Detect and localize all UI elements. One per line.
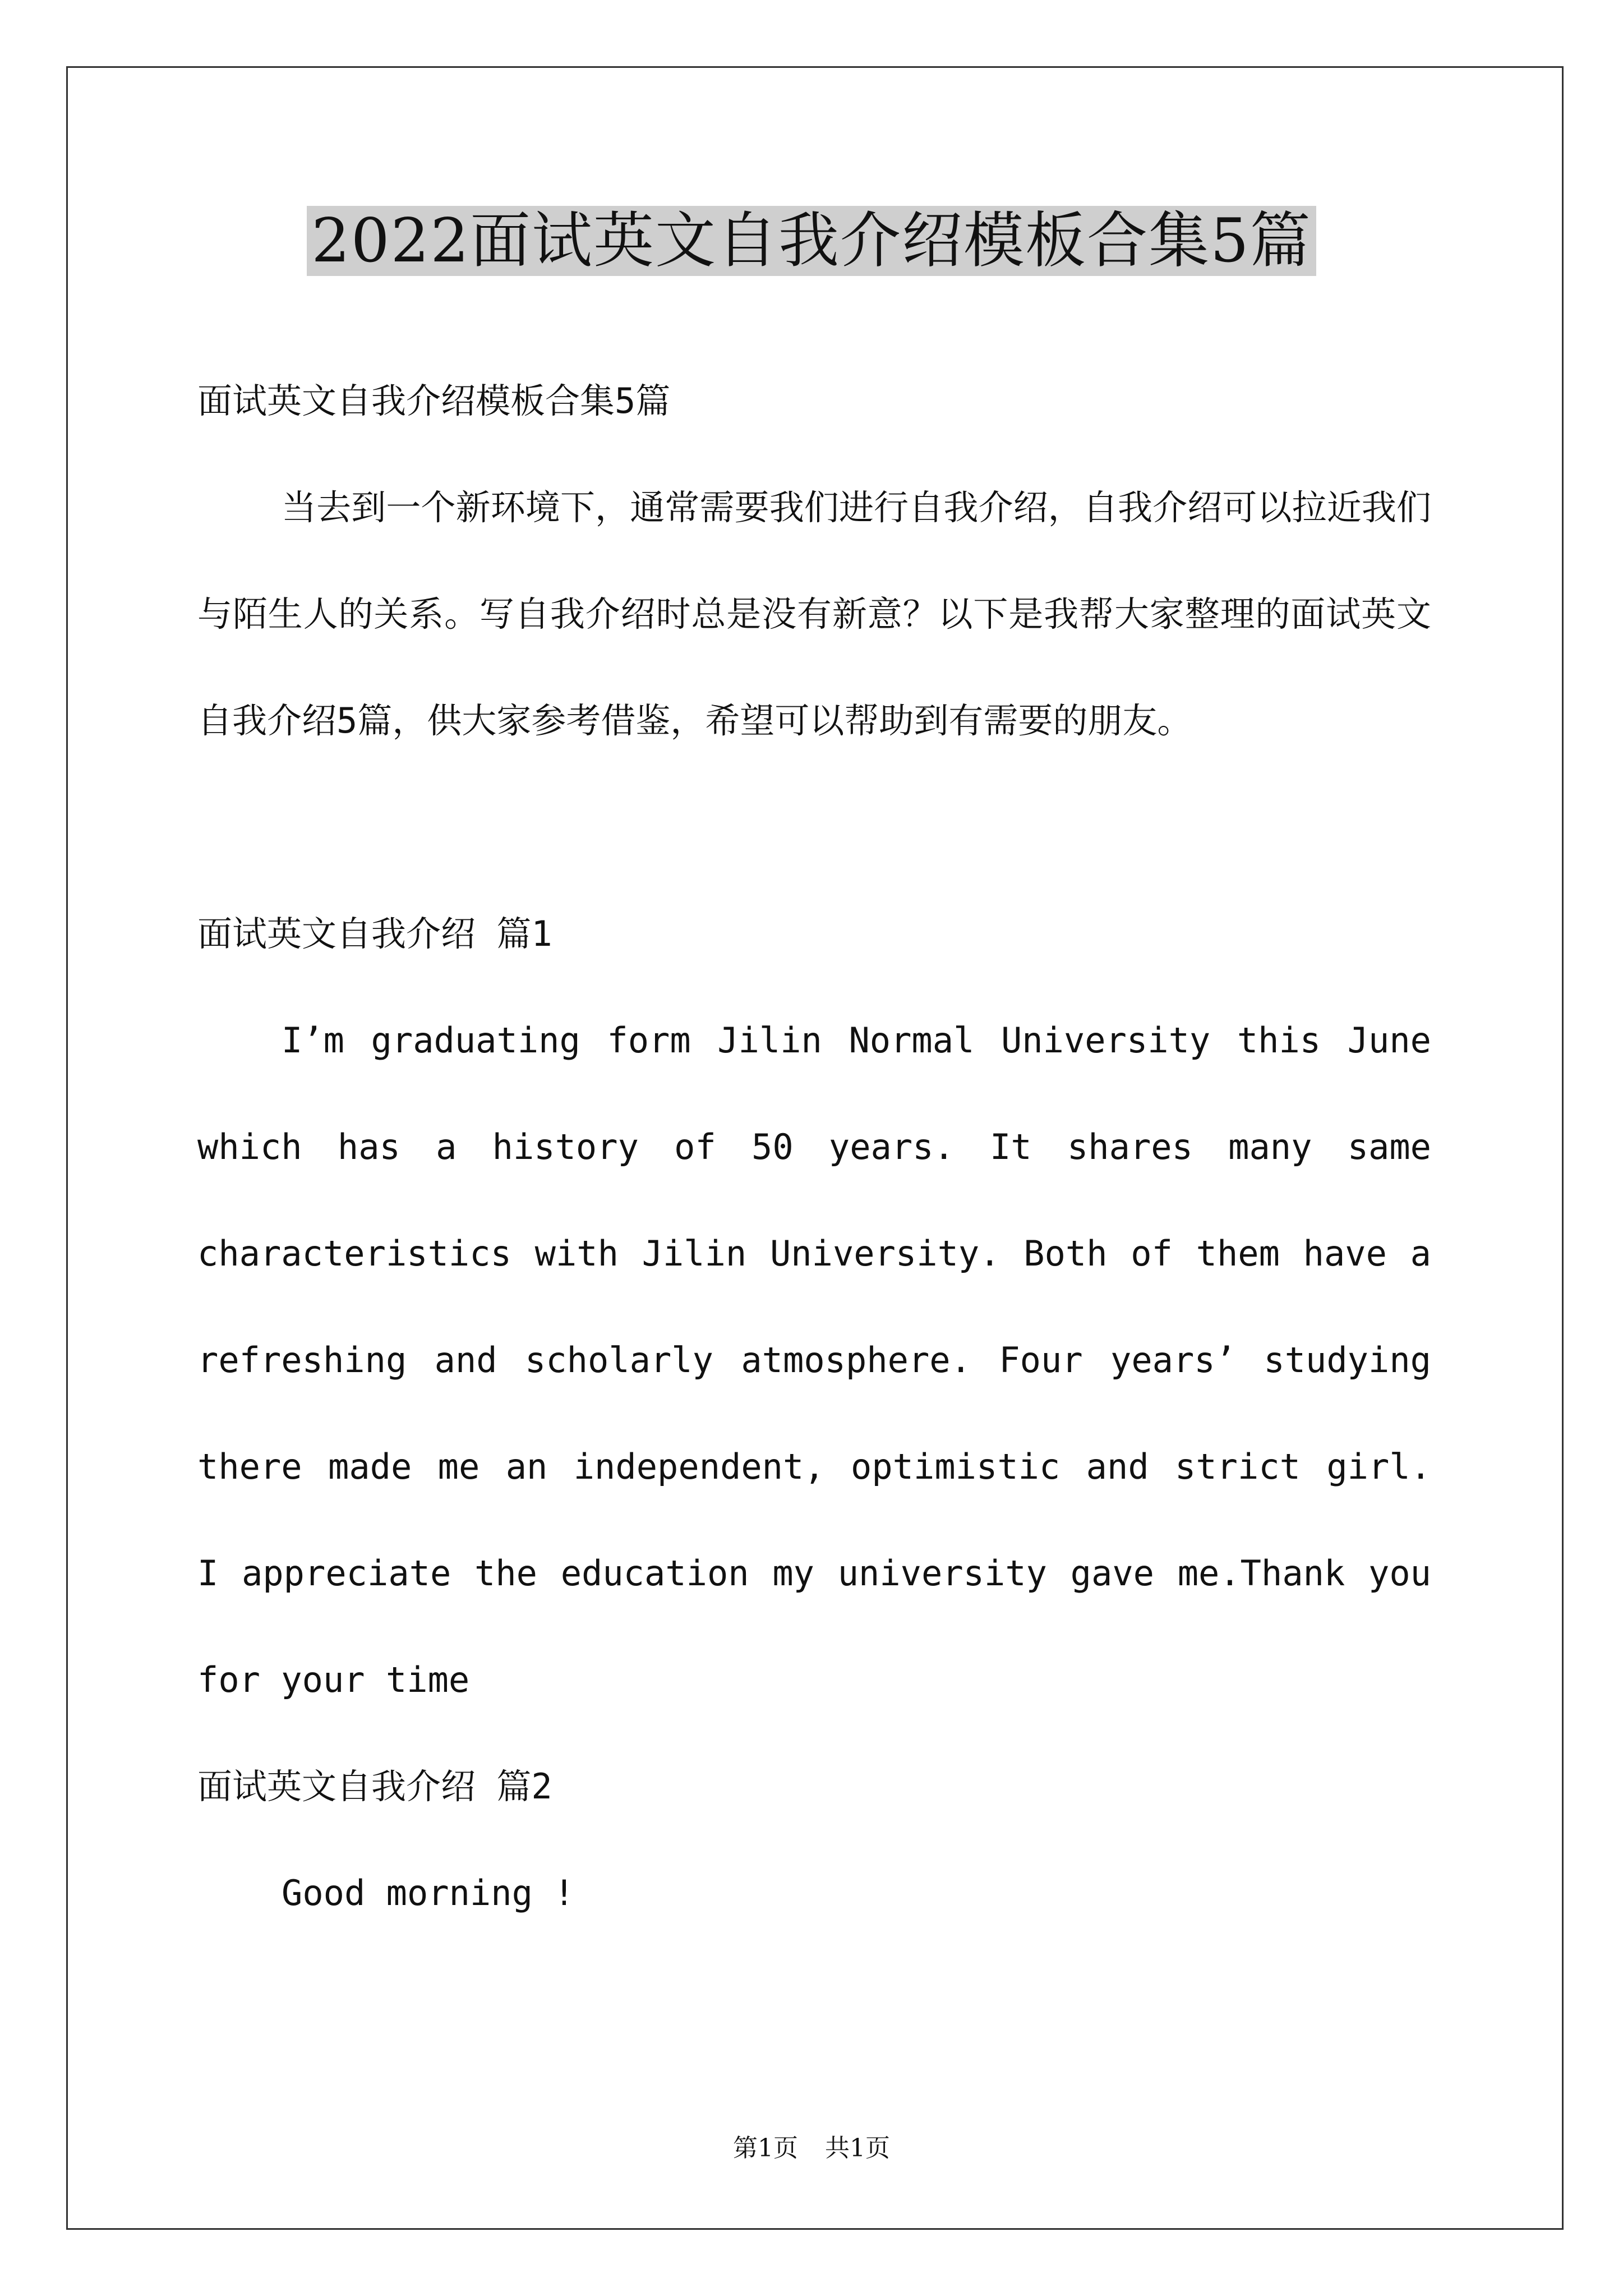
document-title-text: 2022面试英文自我介绍模板合集5篇	[307, 206, 1316, 276]
document-body	[197, 348, 1431, 1947]
page-number-total: 共1页	[825, 2134, 890, 2162]
page-footer	[0, 2132, 1623, 2165]
section-body-2: Good morning !	[282, 1872, 575, 1913]
page-number-current: 第1页	[733, 2134, 798, 2162]
intro-paragraph: 当去到一个新环境下，通常需要我们进行自我介绍，自我介绍可以拉近我们与陌生人的关系。写自我介绍时总是没有新意？以下是我帮大家整理的面试英文自我介绍5篇，供大家参考借鉴，希望可以帮助到有需要的朋友。	[197, 487, 1431, 741]
section-heading-2: 面试英文自我介绍 篇2	[197, 1766, 552, 1807]
spacer	[197, 774, 1431, 881]
section-body-1: I’m graduating form Jilin Normal University this June which has a history of 50 years. It shares many same characteristics with Jilin University. Both of them have a refreshing and scholarly atmosphere. Four years’ studying there made me an independent, optimistic and strict girl. I appreciate the education my university gave me.Thank you for your time	[197, 1020, 1431, 1700]
document-title	[0, 202, 1623, 280]
section-heading-1: 面试英文自我介绍 篇1	[197, 913, 552, 954]
document-subtitle: 面试英文自我介绍模板合集5篇	[197, 380, 671, 421]
